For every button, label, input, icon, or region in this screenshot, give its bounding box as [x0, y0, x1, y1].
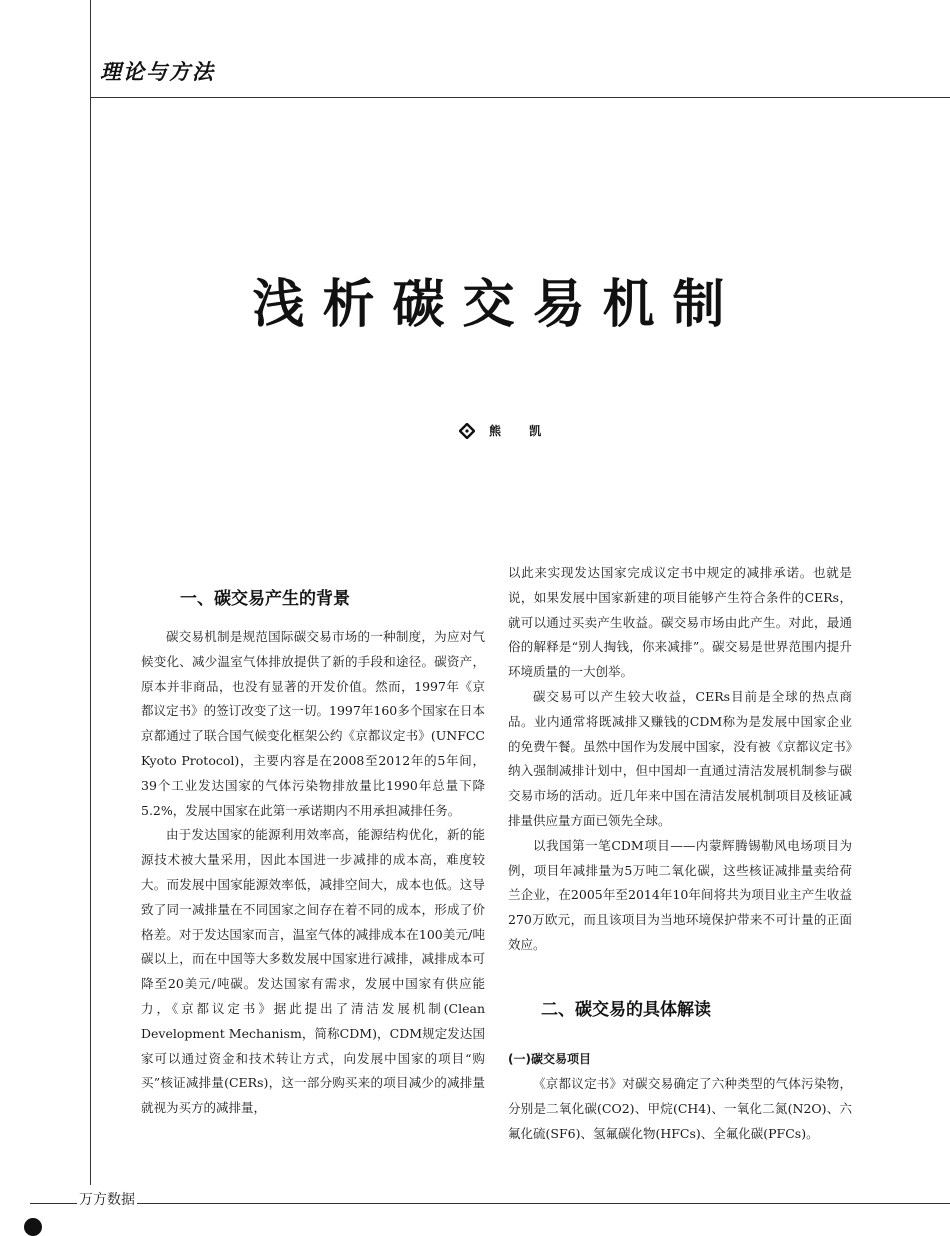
section-label: 理论与方法 [100, 60, 215, 84]
paragraph: 由于发达国家的能源利用效率高，能源结构优化，新的能源技术被大量采用，因此本国进一步减排的成本高，难度较大。而发展中国家能源效率低，减排空间大，成本也低。这导致了同一减排量在不同国家之间存在着不同的成本，形成了价格差。对于发达国家而言，温室气体的减排成本在100美元/吨碳以上，而在中国等大多数发展中国家进行减排，减排成本可降至20美元/吨碳。发达国家有需求，发展中国家有供应能力，《京都议定书》据此提出了清洁发展机制(Clean Development Mechanism，简称CDM)，CDM规定发达国家可以通过资金和技术转让方式，向发展中国家的项目“购买”核证减排量(CERs)，这一部分购买来的项目减少的减排量就视为买方的减排量， [141, 827, 485, 1116]
paragraph: 以我国第一笔CDM项目——内蒙辉腾锡勒风电场项目为例，项目年减排量为5万吨二氧化碳，这些核证减排量卖给荷兰企业，在2005年至2014年10年间将共为项目业主产生收益270万欧元，而且该项目为当地环境保护带来不可计量的正面效应。 [508, 837, 852, 952]
watermark: 万方数据 [77, 1189, 137, 1209]
page-marker-icon [24, 1218, 42, 1236]
paragraph: 碳交易可以产生较大收益，CERs目前是全球的热点商品。业内通常将既减排又赚钱的CDM称为是发展中国家企业的免费午餐。虽然中国作为发展中国家，没有被《京都议定书》纳入强制减排计划中，但中国却一直通过清洁发展机制参与碳交易市场的活动。近几年来中国在清洁发展机制项目及核证减排量供应量方面已领先全球。 [508, 688, 852, 828]
paragraph-continued: 以此来实现发达国家完成议定书中规定的减排承诺。也就是说，如果发展中国家新建的项目能够产生符合条件的CERs，就可以通过买卖产生收益。碳交易市场由此产生。对此，最通俗的解释是“别人掏钱，你来减排”。碳交易是世界范围内提升环境质量的一大创举。 [508, 565, 852, 680]
paragraph: 《京都议定书》对碳交易确定了六种类型的气体污染物，分别是二氧化碳(CO2)、甲烷(CH4)、一氧化二氮(N2O)、六氟化硫(SF6)、氢氟碳化物(HFCs)、全氟化碳(PFCs)。 [508, 1076, 852, 1141]
section-2-heading: 二、碳交易的具体解读 [541, 1000, 711, 1020]
diamond-icon [459, 423, 475, 439]
footer-rule [30, 1203, 950, 1204]
header-rule [90, 97, 950, 98]
left-margin-rule [90, 0, 91, 1185]
right-column [508, 561, 852, 958]
author-name: 熊 凯 [489, 424, 554, 438]
right-column-lower [508, 1072, 852, 1146]
section-1-heading: 一、碳交易产生的背景 [180, 589, 350, 609]
author-line [459, 422, 553, 439]
left-column [141, 625, 485, 1121]
article-title: 浅析碳交易机制 [252, 275, 743, 335]
subsection-heading: (一)碳交易项目 [508, 1052, 591, 1066]
paragraph: 碳交易机制是规范国际碳交易市场的一种制度，为应对气候变化、减少温室气体排放提供了新的手段和途径。碳资产，原本并非商品，也没有显著的开发价值。然而，1997年《京都议定书》的签订改变了这一切。1997年160多个国家在日本京都通过了联合国气候变化框架公约《京都议定书》(UNFCC Kyoto Protocol)，主要内容是在2008至2012年的5年间，39个工业发达国家的气体污染物排放量比1990年总量下降5.2%，发展中国家在此第一承诺期内不用承担减排任务。 [141, 629, 485, 818]
